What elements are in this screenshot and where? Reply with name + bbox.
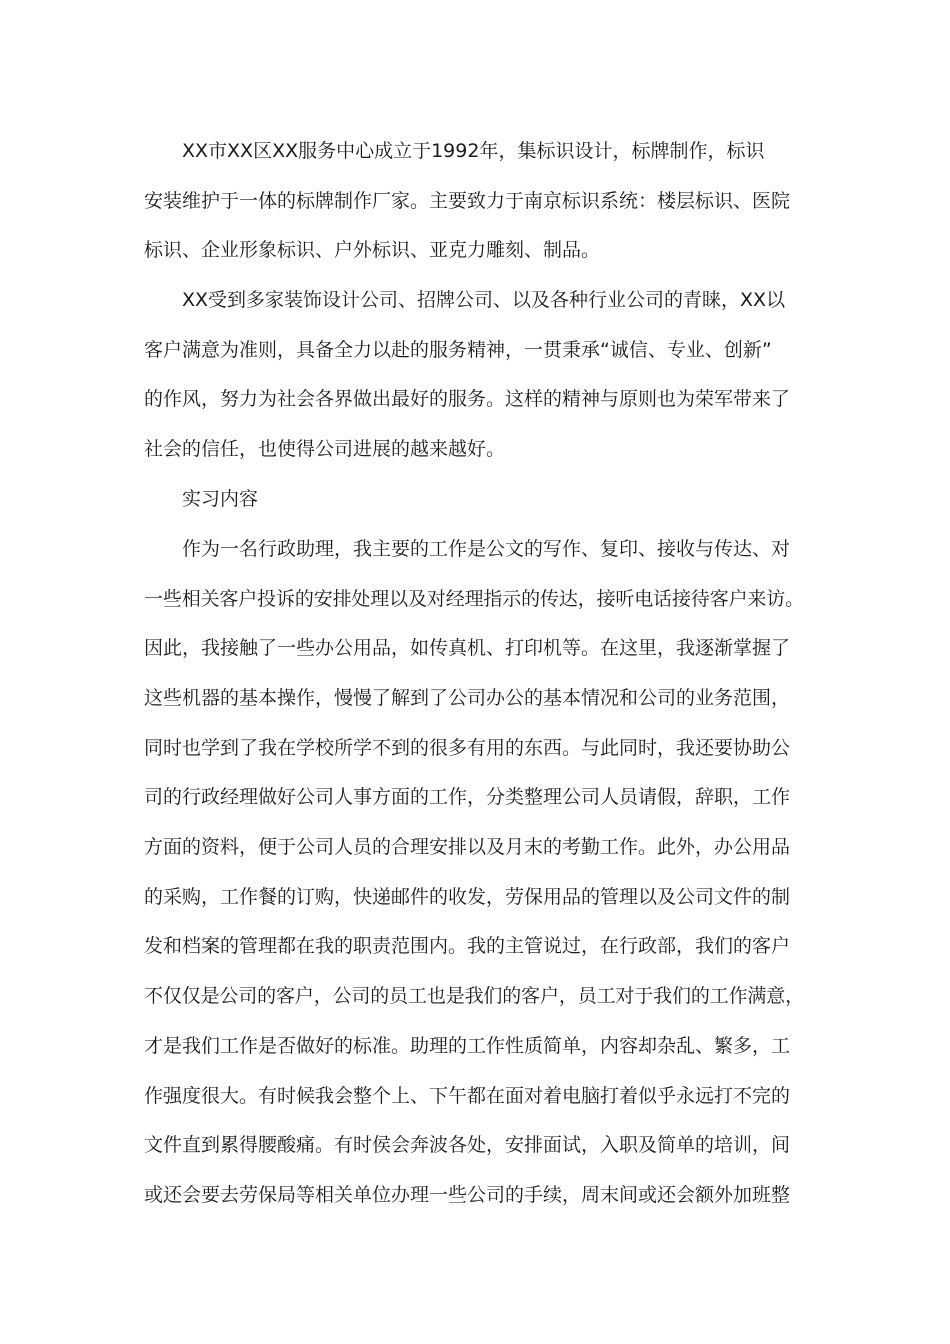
text-line: 安装维护于一体的标牌制作厂家。主要致力于南京标识系统：楼层标识、医院 (144, 190, 791, 212)
text-line: 不仅仅是公司的客户，公司的员工也是我们的客户，员工对于我们的工作满意， (144, 985, 804, 1007)
section-heading: 实习内容 (182, 488, 259, 510)
text-line: 发和档案的管理都在我的职责范围内。我的主管说过，在行政部，我们的客户 (144, 935, 791, 957)
text-line: 因此，我接触了一些办公用品，如传真机、打印机等。在这里，我逐渐掌握了 (144, 637, 791, 659)
text-line: 作为一名行政助理，我主要的工作是公文的写作、复印、接收与传达、对 (182, 538, 791, 560)
text-line: 这些机器的基本操作，慢慢了解到了公司办公的基本情况和公司的业务范围， (144, 687, 791, 709)
text-line: XX市XX区XX服务中心成立于1992年，集标识设计，标牌制作，标识 (182, 140, 765, 162)
text-line: 同时也学到了我在学校所学不到的很多有用的东西。与此同时，我还要协助公 (144, 737, 791, 759)
text-line: 方面的资料，便于公司人员的合理安排以及月末的考勤工作。此外，办公用品 (144, 836, 791, 858)
text-line: 标识、企业形象标识、户外标识、亚克力雕刻、制品。 (144, 239, 601, 261)
text-line: 客户满意为准则，具备全力以赴的服务精神，一贯秉承“诚信、专业、创新” (144, 339, 772, 361)
text-line: 或还会要去劳保局等相关单位办理一些公司的手续，周末间或还会额外加班整 (144, 1184, 791, 1206)
text-line: 的作风，努力为社会各界做出最好的服务。这样的精神与原则也为荣军带来了 (144, 388, 791, 410)
text-line: 司的行政经理做好公司人事方面的工作，分类整理公司人员请假，辞职，工作 (144, 786, 791, 808)
text-line: 文件直到累得腰酸痛。有时侯会奔波各处，安排面试，入职及简单的培训，间 (144, 1134, 791, 1156)
text-line: 一些相关客户投诉的安排处理以及对经理指示的传达，接听电话接待客户来访。 (144, 588, 804, 610)
text-line: 社会的信任，也使得公司进展的越来越好。 (144, 438, 506, 460)
text-line: 作强度很大。有时候我会整个上、下午都在面对着电脑打着似乎永远打不完的 (144, 1085, 791, 1107)
text-line: 才是我们工作是否做好的标准。助理的工作性质简单，内容却杂乱、繁多，工 (144, 1035, 791, 1057)
text-line: 的采购，工作餐的订购，快递邮件的收发，劳保用品的管理以及公司文件的制 (144, 886, 791, 908)
text-line: XX受到多家装饰设计公司、招牌公司、以及各种行业公司的青睐，XX以 (182, 289, 786, 311)
